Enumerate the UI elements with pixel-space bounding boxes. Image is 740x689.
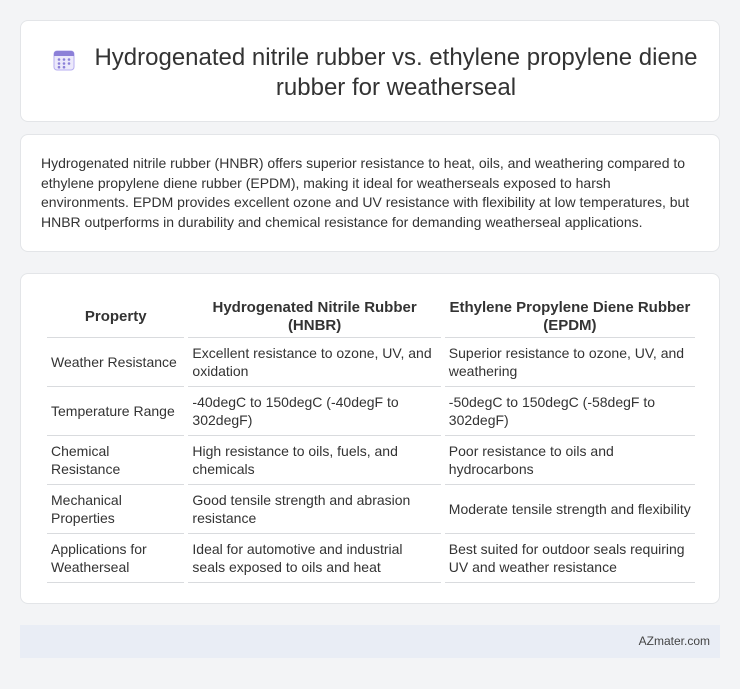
page-title: Hydrogenated nitrile rubber vs. ethylene propylene diene rubber for weatherseal bbox=[94, 44, 698, 101]
property-cell: Chemical Resistance bbox=[47, 436, 184, 485]
header-property: Property bbox=[47, 296, 184, 338]
property-cell: Applications for Weatherseal bbox=[47, 534, 184, 583]
title-card bbox=[20, 20, 720, 122]
summary-card bbox=[20, 134, 720, 252]
table-row bbox=[47, 387, 695, 436]
summary-paragraph: Hydrogenated nitrile rubber (HNBR) offers superior resistance to heat, oils, and weathering compared to ethylene propylene diene rubber (EPDM), making it ideal for weatherseals exposed to harsh environments. EPDM provides excellent ozone and UV resistance with flexibility at low temperatures, but HNBR outperforms in durability and chemical resistance for demanding weatherseal applications. bbox=[41, 155, 690, 230]
hnbr-cell: Good tensile strength and abrasion resistance bbox=[188, 485, 440, 534]
hnbr-cell: High resistance to oils, fuels, and chemicals bbox=[188, 436, 440, 485]
property-cell: Mechanical Properties bbox=[47, 485, 184, 534]
hnbr-cell: -40degC to 150degC (-40degF to 302degF) bbox=[188, 387, 440, 436]
footer-brand[interactable]: AZmater.com bbox=[638, 634, 710, 648]
property-cell: Temperature Range bbox=[47, 387, 184, 436]
hnbr-cell: Excellent resistance to ozone, UV, and oxidation bbox=[188, 338, 440, 387]
header-hnbr: Hydrogenated Nitrile Rubber (HNBR) bbox=[188, 296, 440, 338]
property-cell: Weather Resistance bbox=[47, 338, 184, 387]
table-row bbox=[47, 485, 695, 534]
comparison-card bbox=[20, 273, 720, 604]
epdm-cell: Superior resistance to ozone, UV, and weathering bbox=[445, 338, 695, 387]
epdm-cell: Poor resistance to oils and hydrocarbons bbox=[445, 436, 695, 485]
epdm-cell: -50degC to 150degC (-58degF to 302degF) bbox=[445, 387, 695, 436]
table-row bbox=[47, 436, 695, 485]
header-epdm: Ethylene Propylene Diene Rubber (EPDM) bbox=[445, 296, 695, 338]
calendar-icon bbox=[53, 49, 75, 71]
table-row bbox=[47, 338, 695, 387]
comparison-table bbox=[43, 296, 699, 583]
table-header-row bbox=[47, 296, 695, 338]
epdm-cell: Moderate tensile strength and flexibility bbox=[445, 485, 695, 534]
table-row bbox=[47, 534, 695, 583]
footer-bar bbox=[20, 625, 720, 658]
epdm-cell: Best suited for outdoor seals requiring UV and weather resistance bbox=[445, 534, 695, 583]
hnbr-cell: Ideal for automotive and industrial seals exposed to oils and heat bbox=[188, 534, 440, 583]
